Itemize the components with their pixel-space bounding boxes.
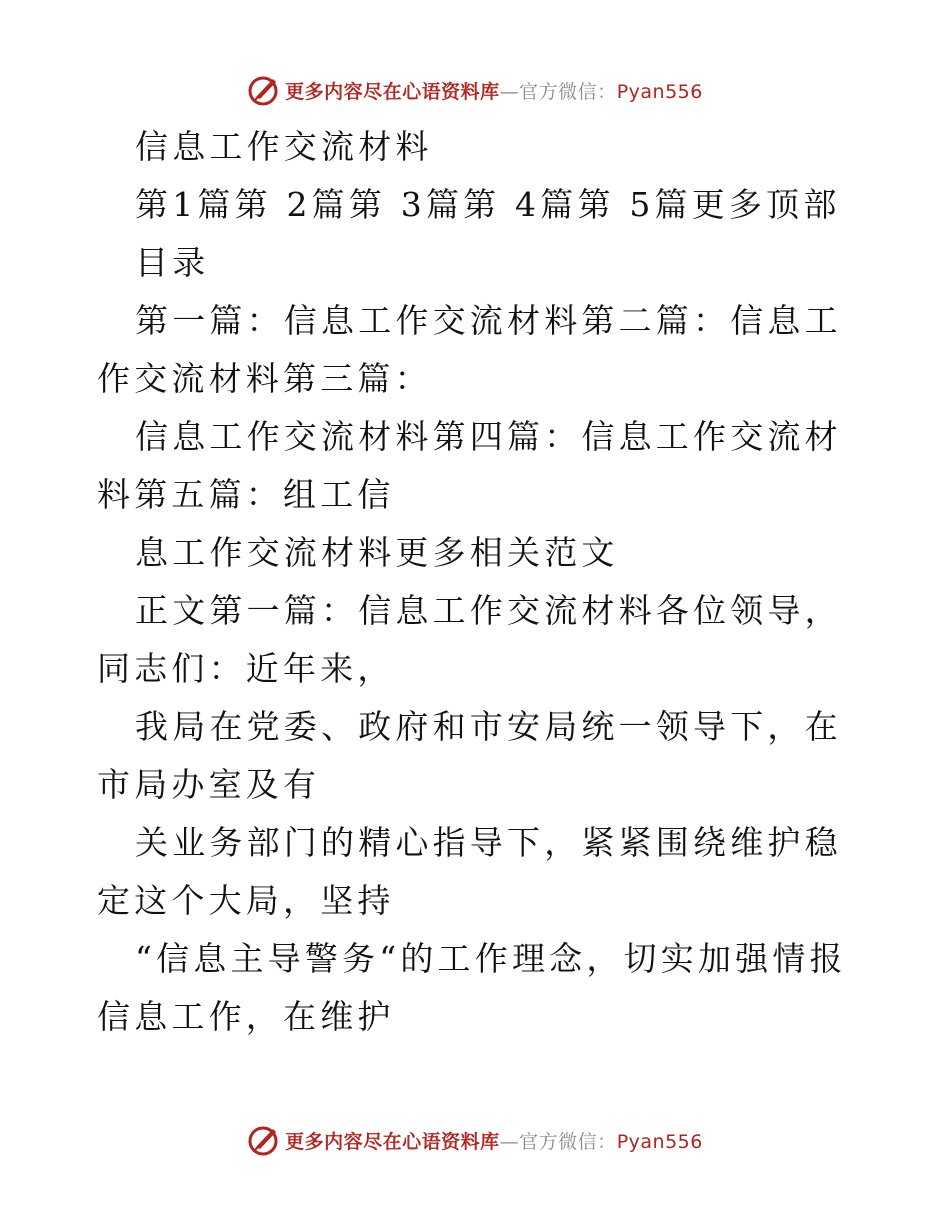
watermark-wechat-id: Pyan556	[616, 1130, 703, 1153]
toc-paragraph-3: 息工作交流材料更多相关范文	[135, 533, 619, 572]
header-watermark	[0, 70, 950, 110]
watermark-site: 更多内容尽在心语资料库	[285, 1130, 500, 1153]
toc-paragraph-1: 第一篇：信息工作交流材料第二篇：信息工作交流材料第三篇：	[97, 301, 842, 398]
chapter-links: 第1篇第 2篇第 3篇第 4篇第 5篇更多顶部	[135, 185, 841, 224]
toc-heading: 目录	[135, 243, 210, 282]
watermark-text	[285, 1127, 703, 1154]
body-paragraph-1: 正文第一篇：信息工作交流材料各位领导，同志们：近年来，	[97, 591, 842, 688]
watermark-label: —官方微信：	[499, 80, 617, 103]
watermark-site: 更多内容尽在心语资料库	[285, 80, 500, 103]
body-paragraph-4: “信息主导警务“的工作理念，切实加强情报信息工作，在维护	[97, 939, 847, 1036]
watermark-wechat-id: Pyan556	[616, 80, 703, 103]
document-body	[97, 118, 857, 1046]
doc-title: 信息工作交流材料	[135, 127, 433, 166]
body-paragraph-2: 我局在党委、政府和市安局统一领导下，在市局办室及有	[97, 707, 842, 804]
footer-watermark	[0, 1120, 950, 1160]
quill-logo-icon	[247, 73, 281, 107]
quill-logo-icon	[247, 1123, 281, 1157]
toc-paragraph-2: 信息工作交流材料第四篇：信息工作交流材料第五篇：组工信	[97, 417, 842, 514]
watermark-label: —官方微信：	[499, 1130, 617, 1153]
body-paragraph-3: 关业务部门的精心指导下，紧紧围绕维护稳定这个大局，坚持	[97, 823, 842, 920]
watermark-text	[285, 77, 703, 104]
